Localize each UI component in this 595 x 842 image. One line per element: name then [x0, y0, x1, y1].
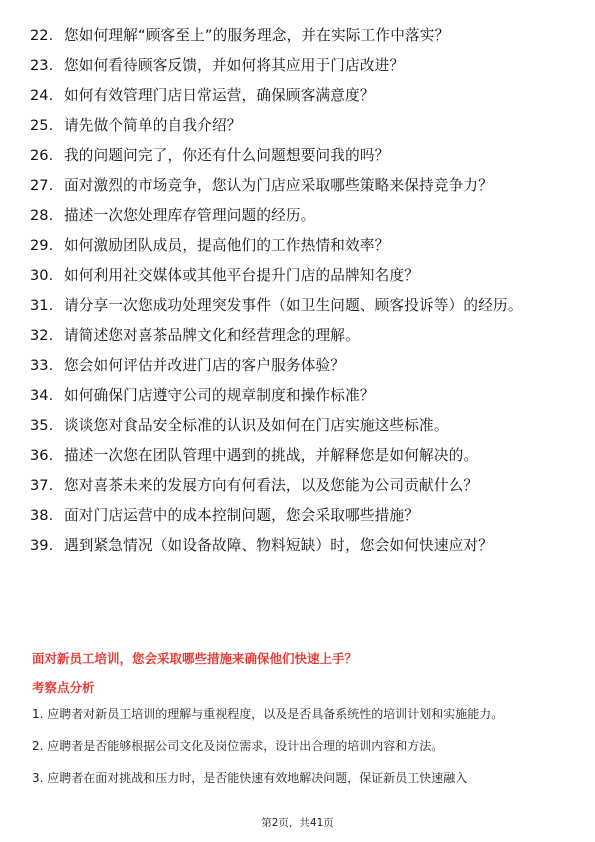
question-text: 请分享一次您成功处理突发事件（如卫生问题、顾客投诉等）的经历。 — [64, 297, 523, 314]
analysis-item: 3. 应聘者在面对挑战和压力时，是否能快速有效地解决问题，保证新员工快速融入 — [32, 771, 468, 785]
list-item — [30, 416, 570, 436]
question-number: 23. — [30, 57, 54, 74]
question-text: 如何激励团队成员，提高他们的工作热情和效率？ — [64, 237, 390, 254]
question-text: 如何有效管理门店日常运营，确保顾客满意度？ — [64, 87, 375, 104]
question-number: 33. — [30, 357, 54, 374]
question-number: 29. — [30, 237, 54, 254]
question-text: 遇到紧急情况（如设备故障、物料短缺）时，您会如何快速应对？ — [64, 537, 494, 554]
analysis-title: 考察点分析 — [32, 680, 95, 695]
question-text: 您对喜茶未来的发展方向有何看法，以及您能为公司贡献什么？ — [64, 477, 479, 494]
list-item — [30, 326, 570, 346]
section-question-heading: 面对新员工培训，您会采取哪些措施来确保他们快速上手？ — [32, 651, 358, 666]
question-text: 我的问题问完了，你还有什么问题想要问我的吗？ — [64, 147, 390, 164]
list-item — [30, 146, 570, 166]
list-item — [30, 386, 570, 406]
analysis-item: 2. 应聘者是否能够根据公司文化及岗位需求，设计出合理的培训内容和方法。 — [32, 739, 444, 753]
list-item — [30, 266, 570, 286]
question-text: 您如何理解“顾客至上”的服务理念，并在实际工作中落实？ — [64, 27, 450, 44]
question-number: 35. — [30, 417, 54, 434]
question-number: 28. — [30, 207, 54, 224]
list-item — [30, 536, 570, 556]
question-number: 30. — [30, 267, 54, 284]
list-item — [30, 356, 570, 376]
list-item — [30, 206, 570, 226]
analysis-item: 1. 应聘者对新员工培训的理解与重视程度，以及是否具备系统性的培训计划和实施能力。 — [32, 707, 504, 721]
question-number: 32. — [30, 327, 54, 344]
question-number: 24. — [30, 87, 54, 104]
question-text: 谈谈您对食品安全标准的认识及如何在门店实施这些标准。 — [64, 417, 449, 434]
question-number: 34. — [30, 387, 54, 404]
question-number: 39. — [30, 537, 54, 554]
list-item — [30, 86, 570, 106]
question-number: 25. — [30, 117, 54, 134]
question-number: 38. — [30, 507, 54, 524]
question-text: 请先做个简单的自我介绍？ — [64, 117, 242, 134]
list-item — [30, 56, 570, 76]
question-text: 如何确保门店遵守公司的规章制度和操作标准？ — [64, 387, 375, 404]
list-item — [30, 116, 570, 136]
list-item — [30, 176, 570, 196]
page-footer: 第2页，共41页 — [261, 817, 334, 829]
list-item — [30, 26, 570, 46]
list-item — [30, 476, 570, 496]
question-text: 描述一次您处理库存管理问题的经历。 — [64, 207, 316, 224]
question-text: 请简述您对喜茶品牌文化和经营理念的理解。 — [64, 327, 360, 344]
question-number: 26. — [30, 147, 54, 164]
list-item — [30, 236, 570, 256]
question-number: 36. — [30, 447, 54, 464]
question-text: 面对门店运营中的成本控制问题，您会采取哪些措施？ — [64, 507, 420, 524]
analysis-list — [32, 703, 562, 799]
question-number: 31. — [30, 297, 54, 314]
list-item — [30, 296, 570, 316]
question-number: 27. — [30, 177, 54, 194]
question-text: 您会如何评估并改进门店的客户服务体验？ — [64, 357, 346, 374]
question-number: 37. — [30, 477, 54, 494]
question-text: 描述一次您在团队管理中遇到的挑战，并解释您是如何解决的。 — [64, 447, 479, 464]
question-text: 如何利用社交媒体或其他平台提升门店的品牌知名度？ — [64, 267, 420, 284]
list-item — [30, 446, 570, 466]
question-text: 面对激烈的市场竞争，您认为门店应采取哪些策略来保持竞争力？ — [64, 177, 494, 194]
question-list — [30, 26, 570, 566]
list-item — [30, 506, 570, 526]
question-text: 您如何看待顾客反馈，并如何将其应用于门店改进？ — [64, 57, 405, 74]
question-number: 22. — [30, 27, 54, 44]
